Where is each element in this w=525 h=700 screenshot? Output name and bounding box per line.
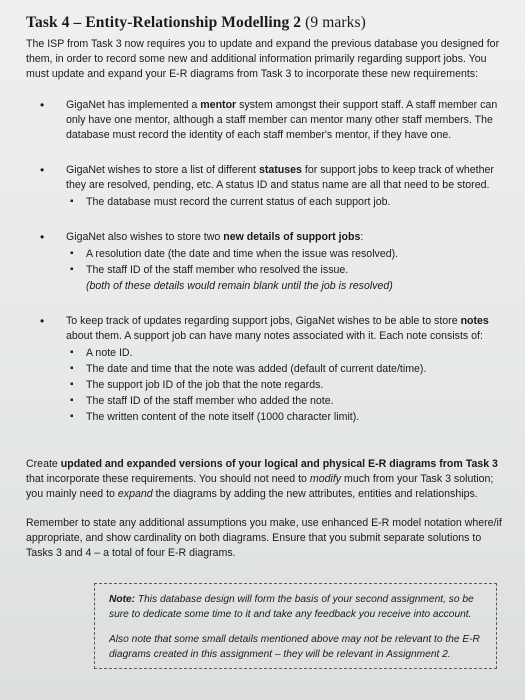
reminder-paragraph: Remember to state any additional assumptions you make, use enhanced E-R model notation where/if appropriate, and show cardinality on both diagrams. Ensure that you submit separate solutions to Tasks 3 and 4 – a total of four E-R diagrams. <box>26 517 502 559</box>
list-item: ▪ The database must record the current status of each support job. <box>66 194 507 210</box>
list-item: ▪ A note ID. <box>66 345 507 361</box>
notes-sublist <box>66 345 507 425</box>
keyword-job-details: new details of support jobs <box>223 231 361 243</box>
keyword-notes: notes <box>460 315 489 327</box>
instructions-paragraph: Create updated and expanded versions of your logical and physical E-R diagrams from Task 3 that incorporate these requirements. You should not need to modify much from your Task 3 solution; you mainly need to expand the diagrams by adding the new attributes, entities and relationships. <box>26 458 498 500</box>
list-item: ▪ The written content of the note itself (1000 character limit). <box>66 409 507 425</box>
requirement-notes: • To keep track of updates regarding support jobs, GigaNet wishes to be able to store notes about them. A support job can have many notes associated with it. Each note consists of: ▪ A note ID. ▪ The date and time that the note was added (default of current date/time). ▪ The support job ID of the job that the note regards. ▪ The staff ID of the staff member who added the note. ▪ The written content of the note itself (1000 character limit). <box>26 314 507 425</box>
list-item: ▪ The support job ID of the job that the note regards. <box>66 377 507 393</box>
requirement-job-details: • GigaNet also wishes to store two new details of support jobs: ▪ A resolution date (the date and time when the issue was resolved). ▪ The staff ID of the staff member who resolved the issue. (both of these details would remain blank until the job is resolved) <box>26 230 507 294</box>
statuses-sublist <box>66 194 507 210</box>
list-item: ▪ A resolution date (the date and time when the issue was resolved). <box>66 246 507 262</box>
requirement-statuses: • GigaNet wishes to store a list of different statuses for support jobs to keep track of whether they are resolved, pending, etc. A status ID and status name are all that need to be stored. ▪ The database must record the current status of each support job. <box>26 163 507 210</box>
intro-paragraph: The ISP from Task 3 now requires you to update and expand the previous database you designed for them, in order to record some new and additional information primarily regarding support jobs. You must update and expand your E-R diagrams from Task 3 to incorporate these new requirements: <box>26 38 500 80</box>
details-sublist <box>66 246 507 278</box>
task-marks: (9 marks) <box>305 14 366 31</box>
keyword-statuses: statuses <box>258 164 302 176</box>
requirement-mentor: • GigaNet has implemented a mentor system amongst their support staff. A staff member can only have one mentor, although a staff member can mentor many other staff members. The database must record the identity of each staff member's mentor, if they have one. <box>26 98 507 143</box>
task-title <box>26 14 507 32</box>
note-label: Note: <box>109 594 136 605</box>
details-note: (both of these details would remain blank until the job is resolved) <box>86 280 393 292</box>
requirements-list <box>26 98 507 425</box>
task-title-main: Task 4 – Entity-Relationship Modelling 2 <box>26 14 302 31</box>
note-box <box>94 583 497 669</box>
list-item: ▪ The staff ID of the staff member who resolved the issue. <box>66 262 507 278</box>
keyword-mentor: mentor <box>200 99 237 111</box>
note-paragraph-2: Also note that some small details mentioned above may not be relevant to the E-R diagrams created in this assignment – they will be relevant in Assignment 2. <box>109 634 480 660</box>
note-paragraph-1: Note: This database design will form the basis of your second assignment, so be sure to dedicate some time to it and take any feedback you receive into account. <box>109 594 474 620</box>
list-item: ▪ The date and time that the note was added (default of current date/time). <box>66 361 507 377</box>
list-item: ▪ The staff ID of the staff member who added the note. <box>66 393 507 409</box>
